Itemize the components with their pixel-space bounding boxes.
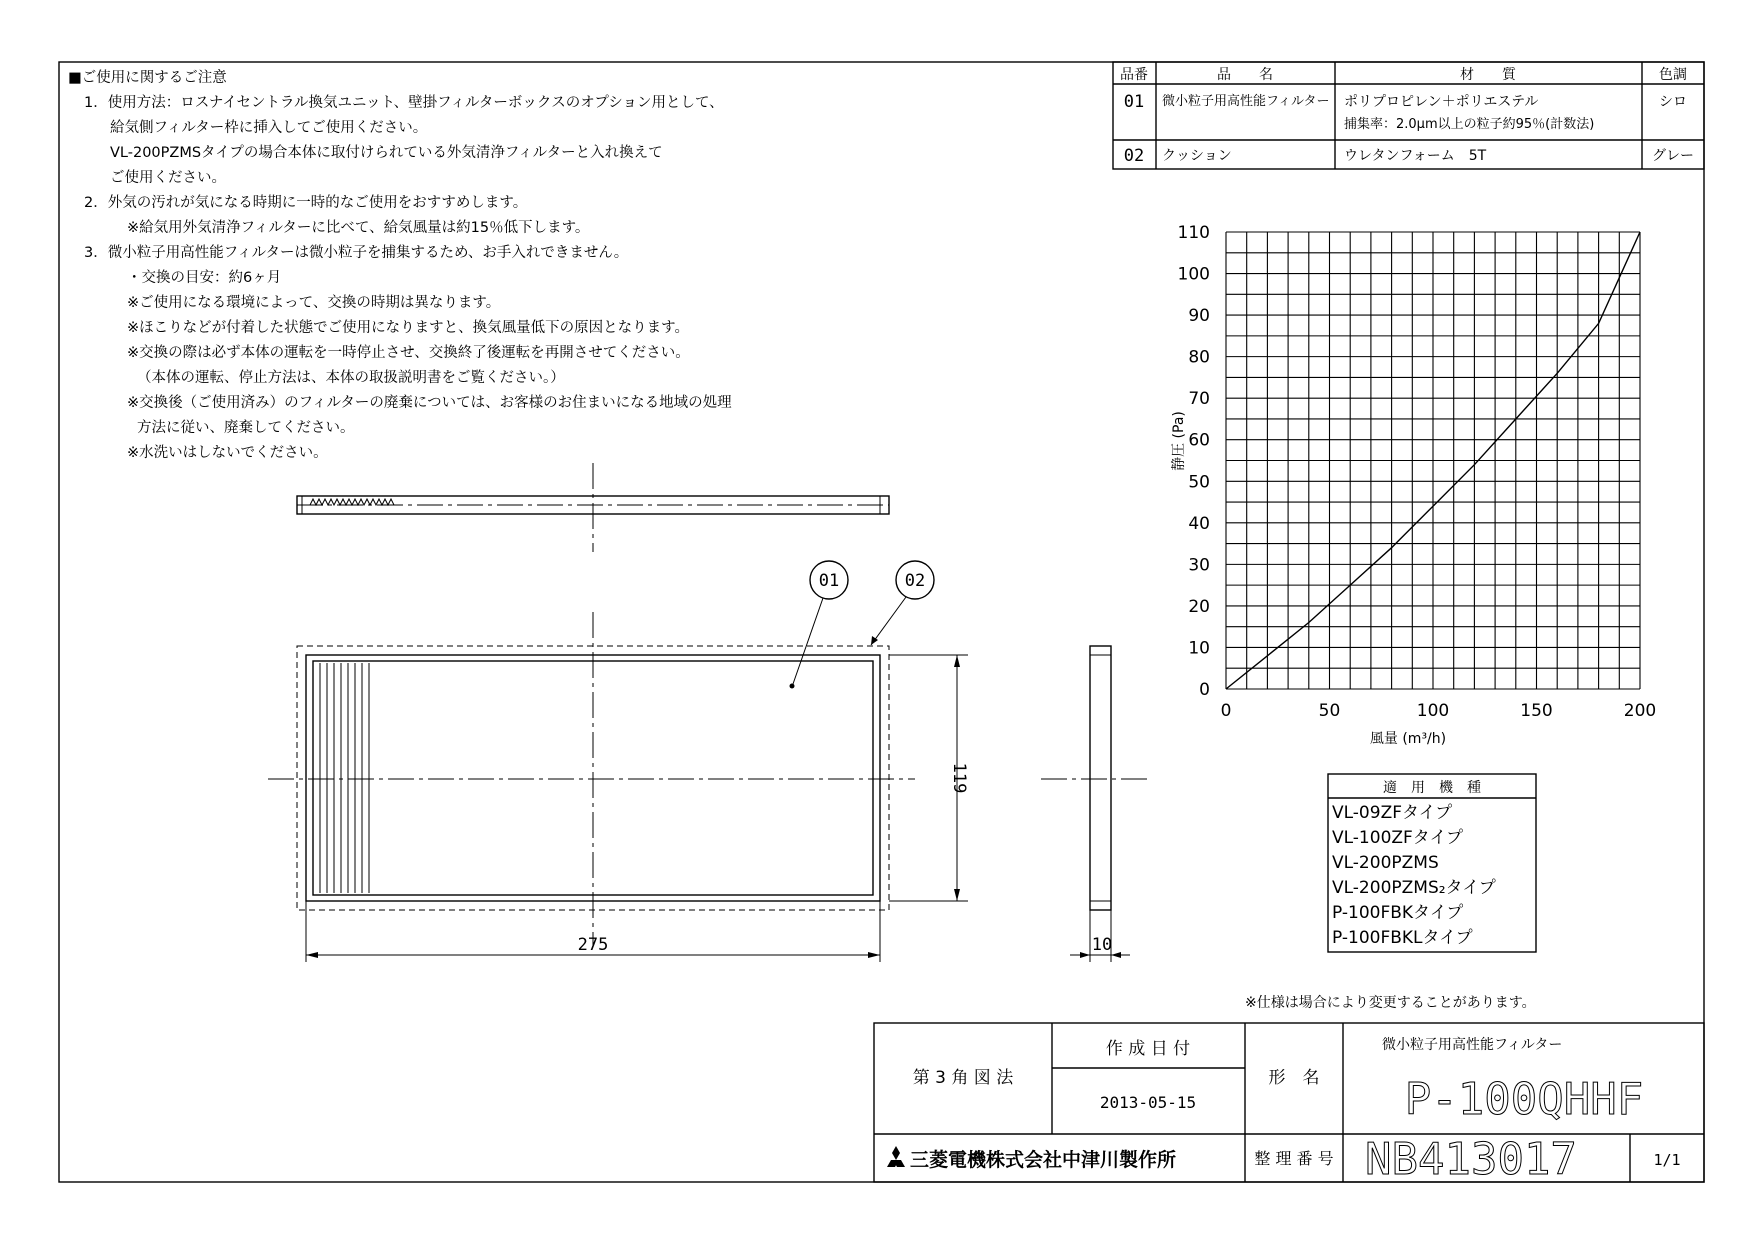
y-tick-label: 90 [1188, 306, 1210, 327]
part-color: シロ [1659, 94, 1687, 110]
y-tick-label: 0 [1199, 680, 1210, 700]
y-tick-label: 80 [1188, 347, 1210, 368]
part-color: グレー [1652, 148, 1694, 164]
date-label: 作 成 日 付 [1105, 1039, 1191, 1059]
note-line: ※交換の際は必ず本体の運転を一時停止させ、交換終了後運転を再開させてください。 [127, 345, 690, 361]
part-no: 02 [1123, 146, 1145, 166]
part-material: ウレタンフォーム 5T [1344, 148, 1487, 164]
product-name: 微小粒子用高性能フィルター [1382, 1037, 1563, 1053]
part-name: クッション [1162, 148, 1232, 164]
ref-label: 整 理 番 号 [1254, 1149, 1334, 1168]
model-item: VL-200PZMS [1332, 853, 1439, 873]
date-value: 2013-05-15 [1099, 1093, 1197, 1112]
note-line: ※ご使用になる環境によって、交換の時期は異なります。 [127, 295, 501, 311]
company-name: 三菱電機株式会社中津川製作所 [910, 1149, 1177, 1171]
dim-width: 275 [577, 935, 609, 955]
sheet-number: 1/1 [1653, 1151, 1681, 1169]
model-item: VL-100ZFタイプ [1332, 828, 1463, 848]
chart-ylabel: 静圧 (Pa) [1171, 411, 1187, 471]
ref-number: NB413017 [1365, 1134, 1577, 1185]
note-line: ご使用ください。 [110, 170, 226, 186]
y-tick-label: 40 [1188, 513, 1210, 534]
filter-side-view [1041, 646, 1148, 962]
header-color: 色調 [1659, 67, 1687, 83]
filter-front-view [268, 561, 969, 962]
x-tick-label: 100 [1416, 701, 1450, 721]
part-name: 微小粒子用高性能フィルター [1162, 94, 1330, 109]
usage-notes [68, 69, 732, 461]
spec-note: ※仕様は場合により変更することがあります。 [1245, 995, 1536, 1011]
chart-tick-labels [1178, 223, 1657, 721]
note-line: ・交換の目安：約6ヶ月 [127, 270, 282, 286]
chart-grid [1226, 232, 1640, 689]
x-tick-label: 150 [1520, 701, 1553, 721]
title-block [874, 1023, 1704, 1185]
dim-thickness: 10 [1091, 935, 1113, 955]
note-line: 1．使用方法：ロスナイセントラル換気ユニット、壁掛フィルターボックスのオプション用として、 [84, 95, 724, 111]
top-pleat-zigzag [310, 499, 394, 505]
x-tick-label: 200 [1623, 701, 1657, 721]
part-no: 01 [1123, 92, 1145, 112]
models-header: 適 用 機 種 [1383, 780, 1481, 796]
note-line: （本体の運転、停止方法は、本体の取扱説明書をご覧ください。） [137, 370, 565, 386]
y-tick-label: 60 [1188, 430, 1210, 451]
x-tick-label: 50 [1318, 701, 1341, 721]
y-tick-label: 100 [1177, 264, 1210, 285]
note-line: ※交換後（ご使用済み）のフィルターの廃棄については、お客様のお住まいになる地域の処理 [127, 395, 732, 411]
y-tick-label: 70 [1188, 389, 1210, 410]
note-line: 2．外気の汚れが気になる時期に一時的なご使用をおすすめします。 [84, 195, 528, 211]
mitsubishi-logo [887, 1146, 905, 1167]
y-tick-label: 30 [1188, 555, 1210, 576]
y-tick-label: 10 [1188, 638, 1210, 659]
part-material-detail: 捕集率：2.0μm以上の粒子約95％(計数法) [1344, 117, 1595, 132]
y-tick-label: 20 [1188, 596, 1210, 617]
note-line: 方法に従い、廃棄してください。 [137, 420, 355, 436]
model-item: P-100FBKLタイプ [1332, 928, 1473, 948]
parts-table [1113, 62, 1704, 169]
filter-top-view [297, 463, 889, 552]
note-line: ※水洗いはしないでください。 [127, 445, 328, 461]
y-tick-label: 50 [1188, 472, 1210, 493]
callout-01: 01 [818, 571, 840, 591]
notes-heading: ■ご使用に関するご注意 [68, 70, 227, 86]
pressure-airflow-chart [1171, 223, 1656, 747]
note-line: 3．微小粒子用高性能フィルターは微小粒子を捕集するため、お手入れできません。 [84, 245, 629, 261]
models-table [1328, 774, 1536, 952]
note-line: ※給気用外気清浄フィルターに比べて、給気風量は約15％低下します。 [127, 220, 590, 236]
header-part-name: 品 名 [1217, 67, 1273, 83]
top-pleats [310, 499, 394, 505]
model-item: P-100FBKタイプ [1332, 903, 1464, 923]
part-material: ポリプロピレン＋ポリエステル [1344, 94, 1539, 110]
header-part-no: 品番 [1120, 67, 1148, 83]
projection-method: 第 3 角 図 法 [912, 1068, 1014, 1088]
header-material: 材 質 [1460, 67, 1516, 83]
filter-pleats [320, 663, 369, 893]
y-tick-label: 110 [1177, 223, 1210, 243]
note-line: 給気側フィルター枠に挿入してご使用ください。 [110, 120, 428, 136]
model-item: VL-200PZMS₂タイプ [1332, 878, 1496, 898]
chart-xlabel: 風量 (m³/h) [1369, 731, 1447, 747]
note-line: VL-200PZMSタイプの場合本体に取付けられている外気清浄フィルターと入れ換えて [110, 145, 663, 161]
model-label: 形 名 [1268, 1068, 1320, 1088]
model-number: P-100QHHF [1404, 1074, 1644, 1125]
note-line: ※ほこりなどが付着した状態でご使用になりますと、換気風量低下の原因となります。 [127, 320, 689, 336]
dim-height: 119 [949, 762, 969, 794]
callout-02: 02 [904, 571, 926, 591]
model-item: VL-09ZFタイプ [1332, 803, 1453, 823]
x-tick-label: 0 [1220, 701, 1232, 721]
